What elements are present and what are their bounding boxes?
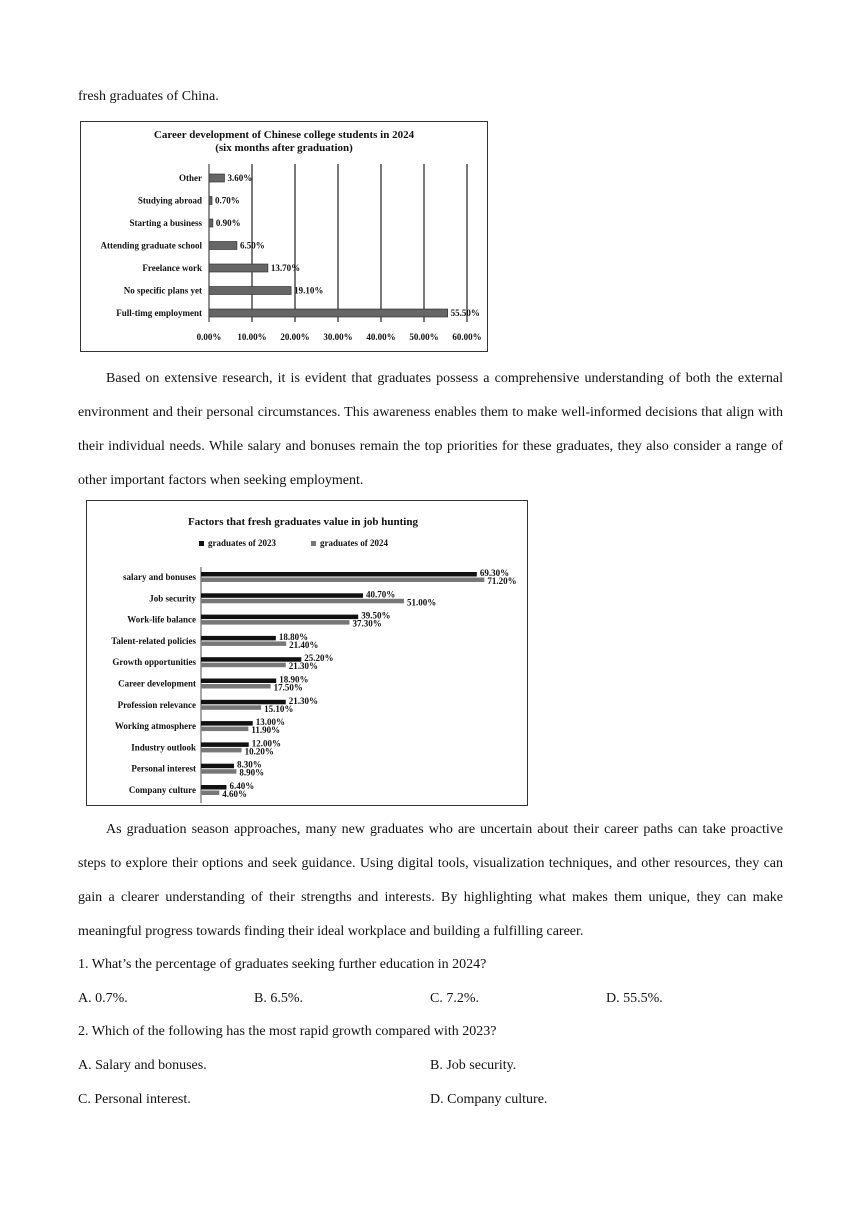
- data-label-2023: 18.80%: [278, 631, 309, 642]
- chart1-x-tick-label: 60.00%: [452, 332, 482, 342]
- chart1-data-label: 6.50%: [239, 240, 265, 251]
- chart1-bar: [209, 309, 448, 317]
- data-label-2023: 25.20%: [304, 653, 334, 664]
- bar-2024: [201, 641, 286, 646]
- bar-2023: [201, 572, 477, 577]
- chart1-x-tick-label: 50.00%: [409, 332, 439, 342]
- chart1-bar: [209, 287, 291, 295]
- data-label-2024: 4.60%: [222, 789, 248, 799]
- chart1-data-label: 13.70%: [270, 263, 301, 273]
- chart1-subtitle: (six months after graduation): [215, 142, 353, 154]
- chart2-title: Factors that fresh graduates value in job hunting: [188, 516, 418, 528]
- data-label-2024: 21.40%: [289, 639, 319, 650]
- question-1-option-a: A. 0.7%.: [78, 991, 128, 1006]
- bar-2023: [201, 679, 276, 684]
- bar-2024: [201, 769, 236, 774]
- chart2-category-label: Company culture: [128, 785, 196, 795]
- paragraph-2: As graduation season approaches, many new graduates who are uncertain about their career paths can take proactive steps to explore their options and seek guidance. Using digital tools, visualization techniques, and other resources, they can gain a clearer understanding of their strengths and interests. By highlighting what makes them unique, they can make meaningful progress towards finding their ideal workplace and building a fulfilling career.: [78, 822, 783, 939]
- job-hunting-factors-chart-svg: [87, 501, 527, 805]
- data-label-2024: 21.30%: [288, 661, 319, 672]
- chart1-data-label: 19.10%: [294, 285, 324, 296]
- legend-label-2024: graduates of 2024: [320, 538, 388, 548]
- chart1-title: Career development of Chinese college students in 2024: [153, 129, 415, 141]
- bar-2023: [201, 615, 358, 620]
- data-label-2024: 11.90%: [251, 725, 281, 736]
- question-2-stem: 2. Which of the following has the most rapid growth compared with 2023?: [78, 1024, 497, 1039]
- legend-swatch-2023: [199, 541, 204, 546]
- question-2-option-a: A. Salary and bonuses.: [78, 1058, 207, 1073]
- legend-swatch-2024: [311, 541, 316, 546]
- data-label-2023: 8.30%: [237, 759, 262, 770]
- bar-2024: [201, 791, 219, 796]
- chart1-data-label: 3.60%: [227, 173, 253, 183]
- chart1-data-label: 0.70%: [215, 195, 240, 206]
- bar-2024: [201, 705, 261, 710]
- bar-2024: [201, 684, 271, 689]
- chart2-category-label: Personal interest: [131, 763, 196, 774]
- chart2-category-label: Growth opportunities: [112, 657, 196, 668]
- chart1-x-tick-label: 30.00%: [323, 332, 353, 342]
- data-label-2023: 21.30%: [288, 695, 319, 706]
- chart1-data-label: 55.50%: [450, 308, 480, 318]
- data-label-2023: 18.90%: [279, 674, 309, 685]
- bar-2023: [201, 657, 301, 662]
- data-label-2023: 69.30%: [479, 568, 510, 578]
- bar-2024: [201, 578, 484, 583]
- bar-2023: [201, 764, 234, 769]
- paragraph-1: Based on extensive research, it is evident that graduates possess a comprehensive understanding of both the external environment and their personal circumstances. This awareness enables them to make well-informed decisions that align with their individual needs. While salary and bonuses remain the top priorities for these graduates, they also consider a range of other important factors when seeking employment.: [78, 371, 783, 488]
- chart2-category-label: Profession relevance: [117, 699, 196, 710]
- career-development-chart-svg: [81, 122, 487, 351]
- data-label-2024: 15.10%: [264, 703, 294, 714]
- intro-tail-text: fresh graduates of China.: [78, 89, 219, 104]
- question-2-option-b: B. Job security.: [430, 1058, 517, 1073]
- chart1-category-label: Studying abroad: [137, 195, 202, 206]
- data-label-2023: 13.00%: [255, 717, 285, 728]
- chart2-category-label: Industry outlook: [131, 742, 196, 753]
- chart2-category-label: Working atmosphere: [114, 721, 196, 732]
- chart2-category-label: Work-life balance: [127, 614, 196, 625]
- bar-2023: [201, 742, 249, 747]
- chart1-category-label: Other: [179, 173, 202, 183]
- chart1-category-label: Starting a business: [129, 218, 202, 228]
- bar-2023: [201, 636, 276, 641]
- data-label-2023: 39.50%: [361, 610, 391, 621]
- bar-2024: [201, 620, 349, 625]
- chart1-bar: [209, 219, 213, 227]
- bar-2024: [201, 727, 248, 732]
- chart1-bar: [209, 197, 212, 205]
- data-label-2024: 8.90%: [239, 767, 265, 778]
- data-label-2024: 37.30%: [352, 618, 382, 629]
- chart1-category-label: Freelance work: [142, 263, 202, 273]
- data-label-2024: 17.50%: [273, 682, 303, 693]
- chart1-x-tick-label: 10.00%: [237, 332, 267, 342]
- chart1-bar: [209, 264, 268, 272]
- data-label-2024: 71.20%: [487, 576, 517, 586]
- bar-2024: [201, 599, 404, 604]
- legend-label-2023: graduates of 2023: [208, 538, 276, 548]
- data-label-2024: 51.00%: [406, 597, 437, 608]
- data-label-2024: 10.20%: [244, 746, 274, 757]
- chart2-category-label: Talent-related policies: [111, 635, 196, 646]
- data-label-2023: 12.00%: [251, 738, 282, 749]
- chart1-category-label: Full-timg employment: [116, 308, 202, 318]
- question-1-stem: 1. What’s the percentage of graduates seeking further education in 2024?: [78, 957, 487, 972]
- bar-2024: [201, 663, 286, 668]
- bar-2024: [201, 748, 242, 753]
- chart1-bar: [209, 174, 224, 182]
- question-2-option-d: D. Company culture.: [430, 1092, 548, 1107]
- chart1-x-tick-label: 20.00%: [280, 332, 310, 342]
- bar-2023: [201, 721, 253, 726]
- bar-2023: [201, 593, 363, 598]
- data-label-2023: 6.40%: [229, 781, 255, 791]
- chart1-category-label: Attending graduate school: [100, 240, 202, 251]
- question-1-option-c: C. 7.2%.: [430, 991, 479, 1006]
- chart1-x-tick-label: 40.00%: [366, 332, 396, 342]
- chart2-category-label: Career development: [118, 678, 196, 689]
- data-label-2023: 40.70%: [365, 589, 396, 600]
- chart1-data-label: 0.90%: [215, 218, 241, 228]
- chart2-category-label: Job security: [149, 593, 196, 604]
- chart2-category-label: salary and bonuses: [122, 572, 196, 582]
- chart1-category-label: No specific plans yet: [123, 285, 202, 296]
- career-development-chart: [80, 121, 488, 352]
- chart1-bar: [209, 242, 237, 250]
- question-2-option-c: C. Personal interest.: [78, 1092, 191, 1107]
- question-1-option-d: D. 55.5%.: [606, 991, 663, 1006]
- chart1-x-tick-label: 0.00%: [196, 332, 222, 342]
- job-hunting-factors-chart: [86, 500, 528, 806]
- question-1-option-b: B. 6.5%.: [254, 991, 303, 1006]
